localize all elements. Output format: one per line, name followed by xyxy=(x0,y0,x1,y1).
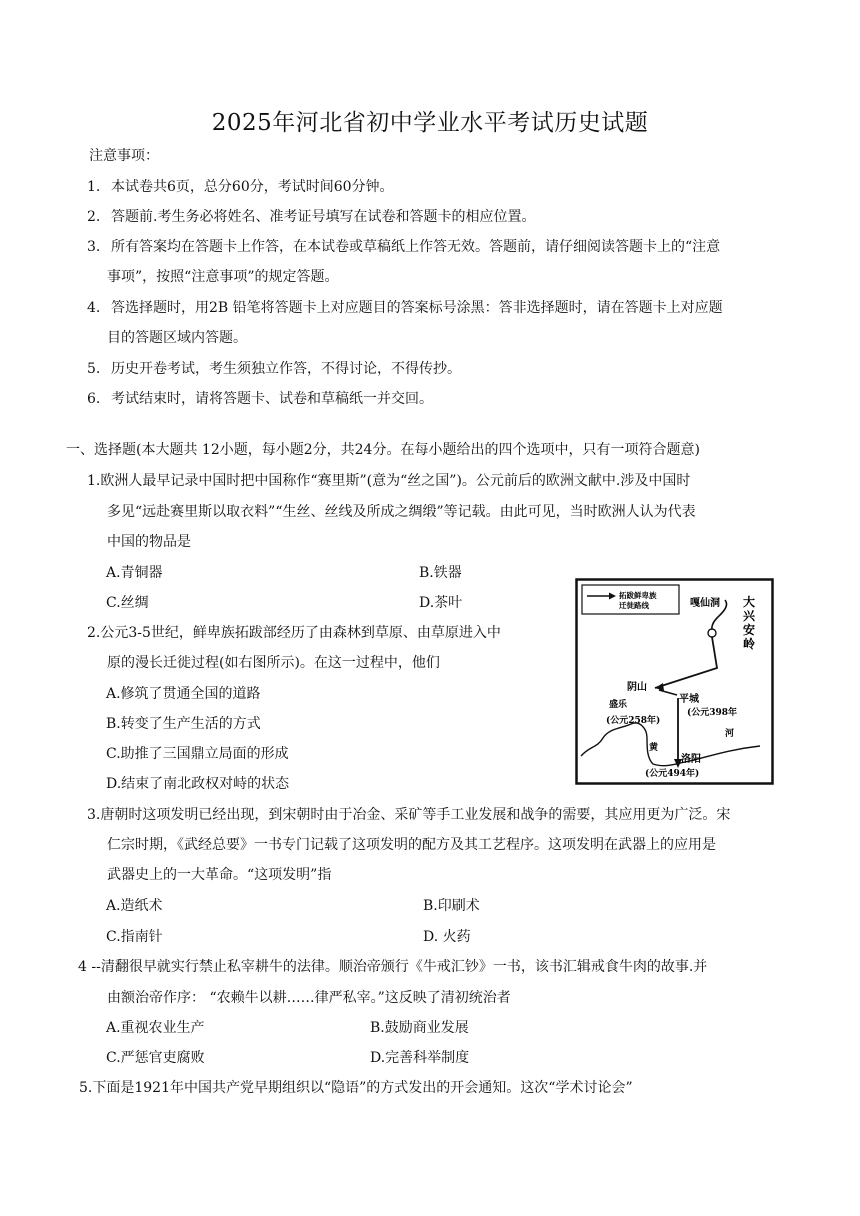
note-item-3-cont: 事项”，按照“注意事项”的规定答题。 xyxy=(107,269,339,285)
note-item-5: 5. 历史开卷考试，考生须独立作答，不得讨论，不得传抄。 xyxy=(87,361,461,377)
migration-route-map xyxy=(575,578,774,785)
legend-label-2: 迁徙路线 xyxy=(619,601,649,610)
label-daxinganling-2: 兴 xyxy=(743,609,756,623)
notes-heading: 注意事项： xyxy=(89,148,159,164)
label-shengle-year: (公元258年) xyxy=(606,716,661,726)
question-4-text: 4 --清翻很早就实行禁止私宰耕牛的法律。顺治帝颁行《牛戒汇钞》一书，该书汇辑戒食牛肉的故事.并 xyxy=(78,959,708,975)
q3-option-a: A.造纸术 xyxy=(106,898,163,914)
question-3-text-2: 仁宗时期，《武经总要》一书专门记载了这项发明的配方及其工艺程序。这项发明在武器上的应用是 xyxy=(107,837,716,853)
label-daxinganling-4: 岭 xyxy=(743,637,756,651)
label-pingcheng: 平城 xyxy=(679,694,699,705)
section-heading: 一、选择题(本大题共 12小题，每小题2分，共24分。在每小题给出的四个选项中，只有一项符合题意) xyxy=(66,442,700,458)
note-item-1: 1. 本试卷共6页，总分60分，考试时间60分钟。 xyxy=(87,179,394,195)
exam-title: 2025年河北省初中学业水平考试历史试题 xyxy=(211,110,649,136)
label-yinshan: 阴山 xyxy=(627,682,647,693)
q4-option-d: D.完善科举制度 xyxy=(370,1050,470,1066)
q1-option-d: D.茶叶 xyxy=(419,595,463,611)
note-item-4-cont: 目的答题区域内答题。 xyxy=(107,330,247,346)
q2-option-c: C.助推了三国鼎立局面的形成 xyxy=(106,746,289,762)
note-item-3: 3. 所有答案均在答题卡上作答，在本试卷或草稿纸上作答无效。答题前，请仔细阅读答题卡上的“注意 xyxy=(87,239,721,255)
legend-label-1: 拓跋鲜卑族 xyxy=(619,591,657,600)
question-1-text-2: 多见“远赴赛里斯以取衣料”“生丝、丝线及所成之绸缎”等记载。由此可见，当时欧洲人认为代表 xyxy=(107,504,696,520)
q1-option-c: C.丝绸 xyxy=(106,595,149,611)
q1-option-b: B.铁器 xyxy=(419,565,462,581)
question-5-text: 5.下面是1921年中国共产党早期组织以“隐语”的方式发出的开会通知。这次“学术讨论会” xyxy=(79,1080,633,1096)
question-3-text: 3.唐朝时这项发明已经出现，到宋朝时由于冶金、采矿等手工业发展和战争的需要，其应用更为广泛。宋 xyxy=(87,807,731,823)
label-shengle: 盛乐 xyxy=(609,700,628,710)
question-1-text: 1.欧洲人最早记录中国时把中国称作“赛里斯”(意为“丝之国”)。公元前后的欧洲文献中.涉及中国时 xyxy=(87,473,691,489)
note-item-4: 4. 答选择题时，用2B 铅笔将答题卡上对应题目的答案标号涂黑：答非选择题时，请在答题卡上对应题 xyxy=(87,300,723,316)
route-node xyxy=(708,629,716,637)
q3-option-d: D. 火药 xyxy=(423,929,471,945)
question-4-text-2: 由额治帝作序： “农赖牛以耕……律严私宰。”这反映了清初统治者 xyxy=(107,990,511,1006)
q4-option-c: C.严惩官吏腐败 xyxy=(106,1050,205,1066)
q2-option-b: B.转变了生产生活的方式 xyxy=(106,716,261,732)
question-2-text-2: 原的漫长迁徙过程(如右图所示)。在这一过程中，他们 xyxy=(107,655,440,671)
q3-option-b: B.印刷术 xyxy=(423,898,480,914)
question-1-text-3: 中国的物品是 xyxy=(107,534,191,550)
q3-option-c: C.指南针 xyxy=(106,929,163,945)
label-daxinganling-3: 安 xyxy=(743,623,756,637)
label-daxinganling-1: 大 xyxy=(743,595,756,609)
label-gaxiandong: 嘎仙洞 xyxy=(690,598,720,609)
label-huang: 黄 xyxy=(649,743,659,753)
q4-option-a: A.重视农业生产 xyxy=(106,1020,205,1036)
note-item-2: 2. 答题前.考生务必将姓名、准考证号填写在试卷和答题卡的相应位置。 xyxy=(87,209,536,225)
q4-option-b: B.鼓励商业发展 xyxy=(370,1020,469,1036)
q2-option-d: D.结束了南北政权对峙的状态 xyxy=(106,776,290,792)
q1-option-a: A.青铜器 xyxy=(106,565,163,581)
q2-option-a: A.修筑了贯通全国的道路 xyxy=(106,686,261,702)
label-luoyang: 洛阳 xyxy=(681,754,701,765)
label-he: 河 xyxy=(725,729,735,739)
note-item-6: 6. 考试结束时，请将答题卡、试卷和草稿纸一并交回。 xyxy=(87,391,433,407)
question-3-text-3: 武器史上的一大革命。“这项发明”指 xyxy=(107,867,332,883)
label-pingcheng-year: (公元398年 xyxy=(687,708,738,718)
question-2-text: 2.公元3-5世纪，鲜卑族拓跋部经历了由森林到草原、由草原进入中 xyxy=(87,625,501,641)
label-luoyang-year: (公元494年) xyxy=(645,769,700,779)
